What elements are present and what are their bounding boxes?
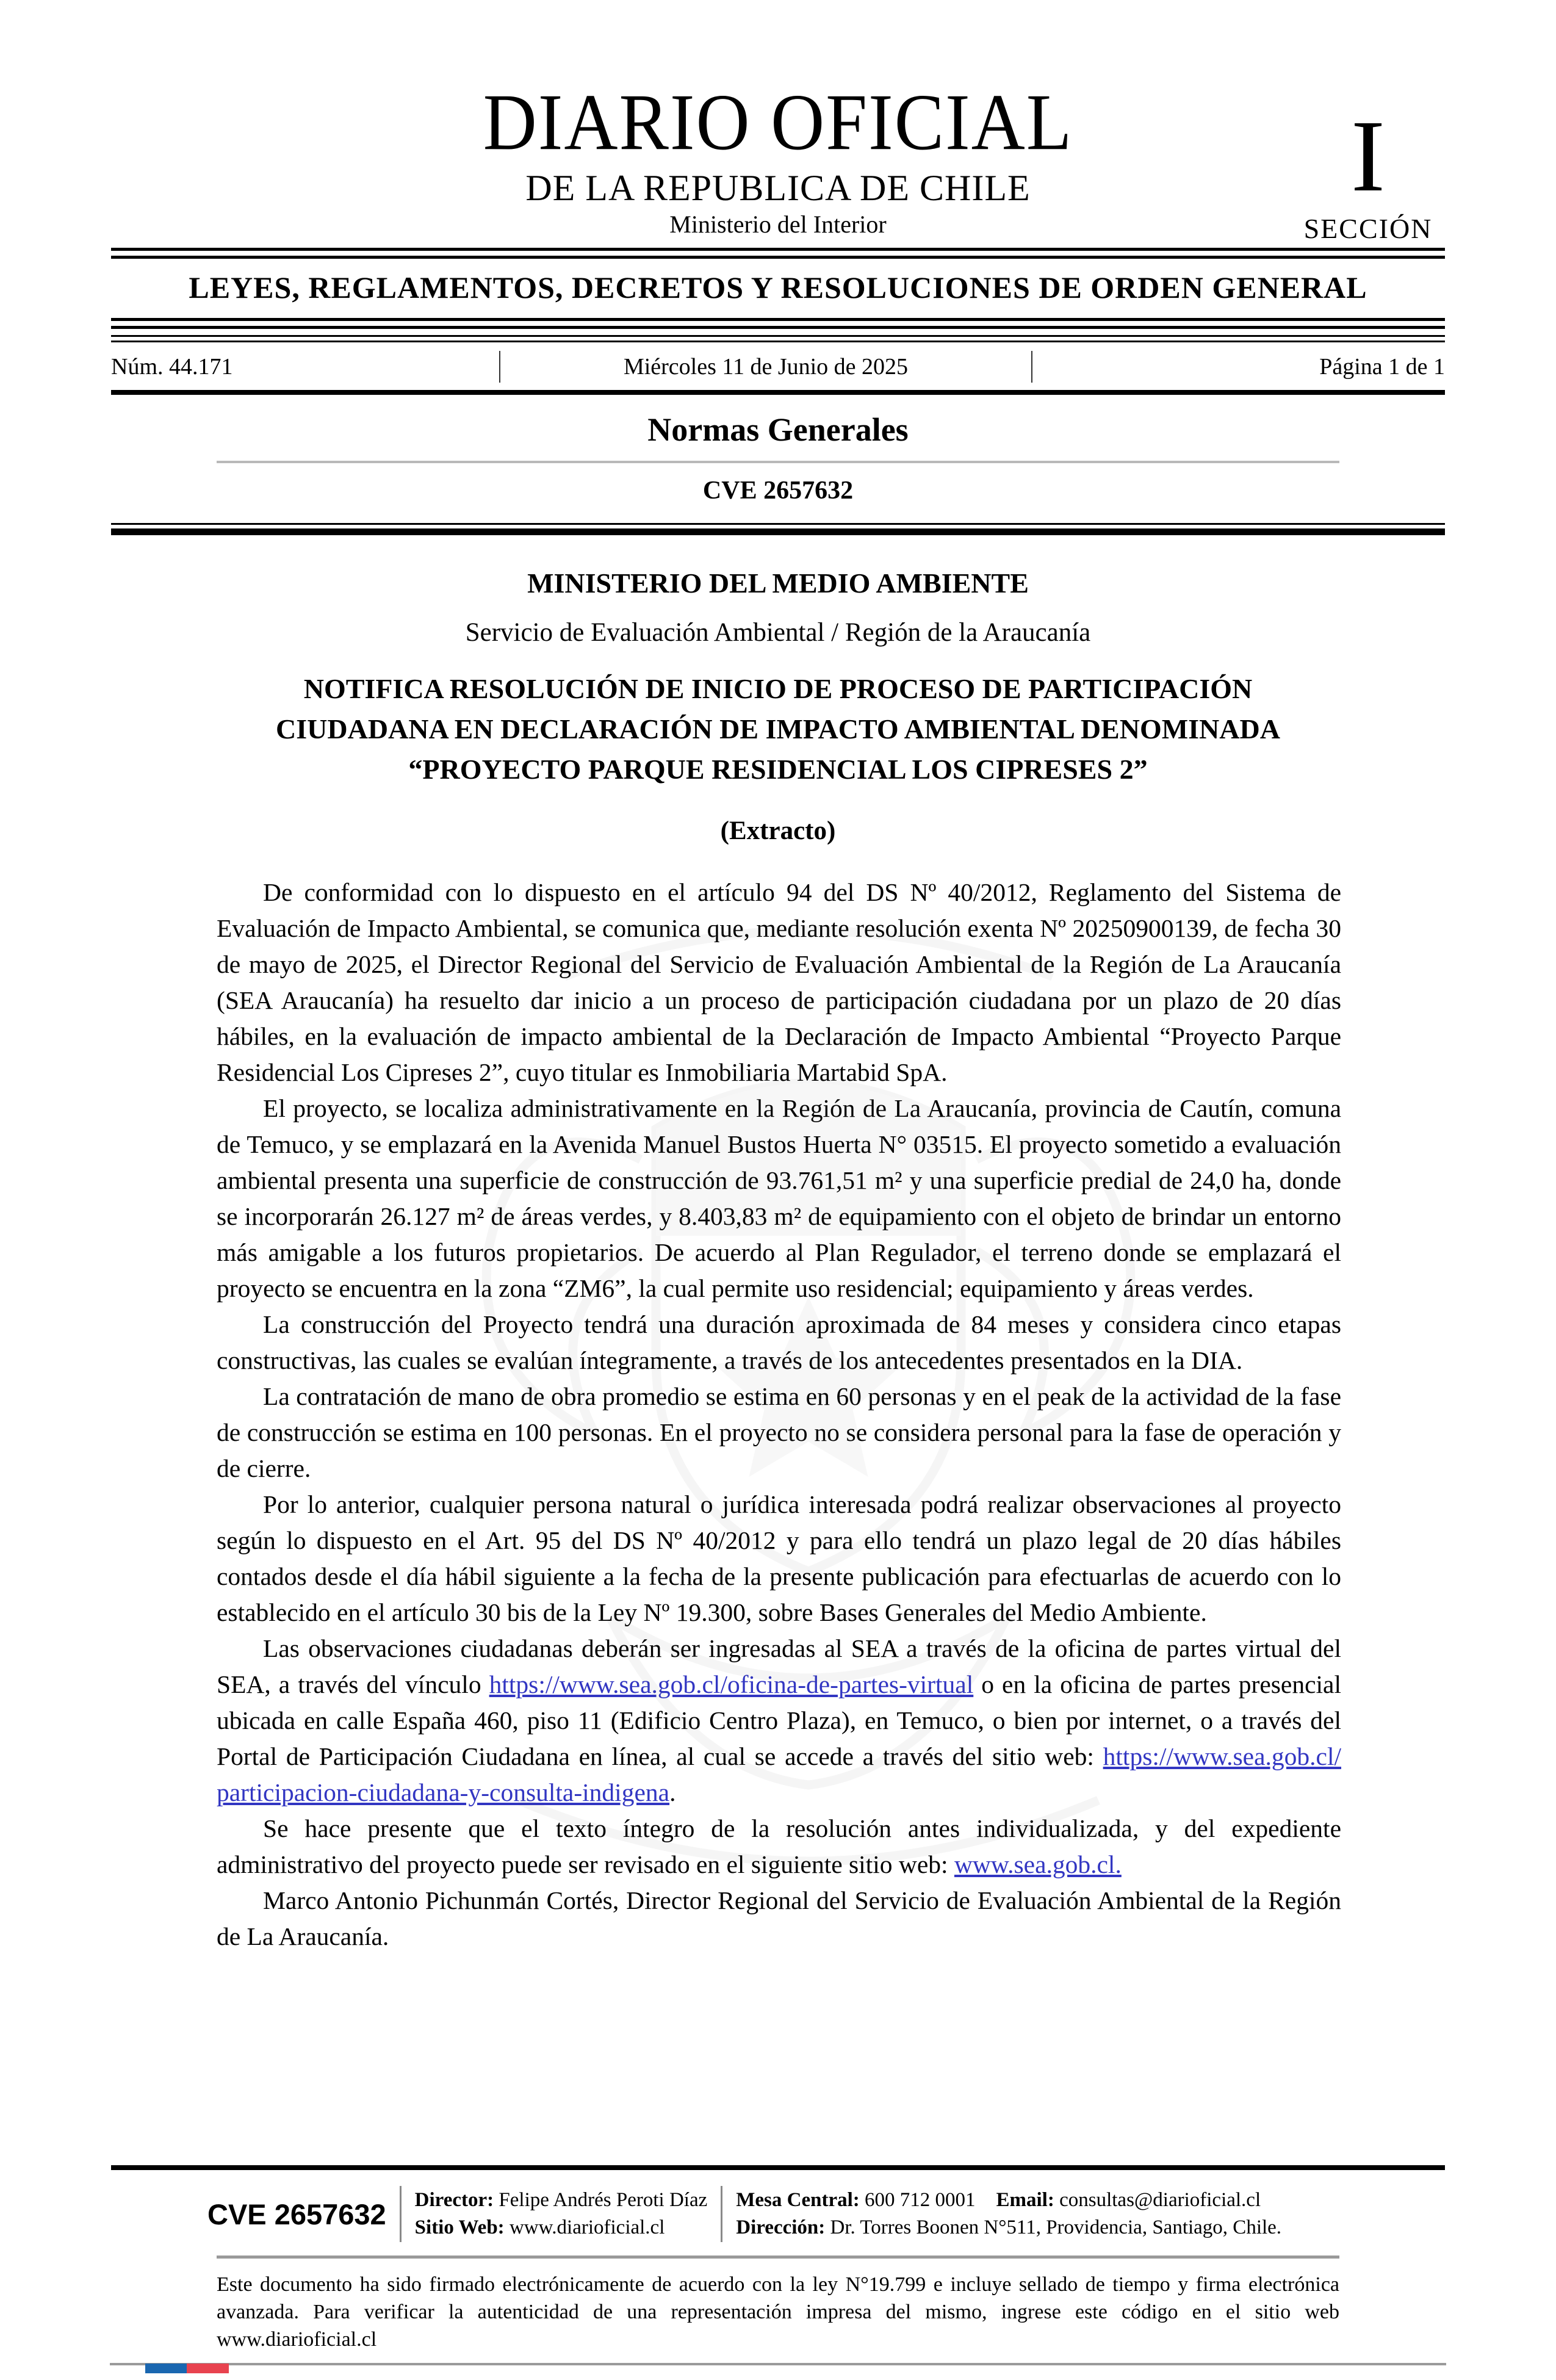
divider-rule	[111, 523, 1445, 525]
article-body	[217, 874, 1341, 1955]
oficina-de-partes-virtual-link[interactable]: https://www.sea.gob.cl/oficina-de-partes-virtual	[489, 1670, 974, 1698]
publication-title: DIARIO OFICIAL	[483, 78, 1073, 167]
extract-label: (Extracto)	[720, 817, 836, 845]
divider-rule	[111, 390, 1445, 395]
divider-rule	[111, 318, 1445, 321]
director-value: Felipe Andrés Peroti Díaz	[499, 2189, 708, 2211]
flag-blue-segment	[145, 2364, 187, 2373]
footer-director-line	[415, 2187, 708, 2214]
section-box	[1283, 99, 1453, 244]
issue-info-row	[111, 351, 1445, 383]
publication-ministry: Ministerio del Interior	[669, 211, 887, 238]
article-ministry-heading: MINISTERIO DEL MEDIO AMBIENTE	[527, 568, 1029, 599]
participacion-ciudadana-link[interactable]: https://www.sea.gob.cl/ participacion-ciudadana-y-consulta-indigena	[217, 1742, 1341, 1806]
email-value: consultas@diarioficial.cl	[1059, 2189, 1261, 2211]
paragraph-6-text-a: Las observaciones ciudadanas deberán ser ingresadas al SEA a través de la oficina de partes virtual del SEA, a través del vínculo	[217, 1634, 1341, 1698]
signature-paragraph: Marco Antonio Pichunmán Cortés, Director Regional del Servicio de Evaluación Ambiental de la Región de La Araucanía.	[217, 1886, 1341, 1950]
divider-rule	[111, 256, 1445, 259]
footer-top-rule	[111, 2165, 1445, 2170]
masthead	[0, 0, 1556, 244]
footer-address-line	[736, 2214, 1281, 2241]
divider-rule	[111, 326, 1445, 329]
banner-heading: LEYES, REGLAMENTOS, DECRETOS Y RESOLUCIONES DE ORDEN GENERAL	[189, 270, 1367, 305]
publication-subtitle: DE LA REPUBLICA DE CHILE	[525, 168, 1031, 208]
section-label: SECCIÓN	[1303, 213, 1433, 244]
section-heading: Normas Generales	[647, 411, 909, 448]
article-title	[183, 669, 1373, 790]
cve-heading: CVE 2657632	[702, 477, 854, 505]
address-label: Dirección:	[736, 2216, 830, 2238]
paragraph-3: La construcción del Proyecto tendrá una duración aproximada de 84 meses y considera cinco etapas constructivas, las cuales se evalúan íntegramente, a través de los antecedentes presentados en la DIA.	[217, 1310, 1341, 1374]
footer-contact-line	[736, 2187, 1281, 2214]
article-title-line2: CIUDADANA EN DECLARACIÓN DE IMPACTO AMBIENTAL DENOMINADA	[276, 713, 1280, 745]
article-service-line: Servicio de Evaluación Ambiental / Región de la Araucanía	[465, 618, 1091, 647]
sea-website-link[interactable]: www.sea.gob.cl.	[954, 1850, 1122, 1878]
divider-rule	[111, 528, 1445, 535]
paragraph-5: Por lo anterior, cualquier persona natural o jurídica interesada podrá realizar observaciones al proyecto según lo dispuesto en el Art. 95 del DS Nº 40/2012 y para ello tendrá un plazo legal de 20 días hábiles contados desde el día hábil siguiente a la fecha de la presente publicación para efectuarlas de acuerdo con lo establecido en el artículo 30 bis de la Ley Nº 19.300, sobre Bases Generales del Medio Ambiente.	[217, 1490, 1341, 1626]
footer-contact-column	[736, 2187, 1281, 2241]
divider-rule	[111, 341, 1445, 342]
paragraph-7-text: Se hace presente que el texto íntegro de la resolución antes individualizada, y del expediente administrativo del proyecto puede ser revisado en el siguiente sitio web:	[217, 1814, 1341, 1878]
email-label: Email:	[996, 2189, 1060, 2211]
footer-cve-code: CVE 2657632	[207, 2198, 386, 2230]
paragraph-6-text-c: .	[669, 1778, 676, 1806]
paragraph-1: De conformidad con lo dispuesto en el artículo 94 del DS Nº 40/2012, Reglamento del Sistema de Evaluación de Impacto Ambiental, se comunica que, mediante resolución exenta Nº 20250900139, de fecha 30 de mayo de 2025, el Director Regional del Servicio de Evaluación Ambiental de la Región de La Araucanía (SEA Araucanía) ha resuelto dar inicio a un proceso de participación ciudadana por un plazo de 20 días hábiles, en la evaluación de impacto ambiental de la Declaración de Impacto Ambiental “Proyecto Parque Residencial Los Cipreses 2”, cuyo titular es Inmobiliaria Martabid SpA.	[217, 878, 1341, 1086]
paragraph-6-text-b: o en la oficina de partes presencial ubicada en calle España 460, piso 11 (Edificio Centro Plaza), en Temuco, o bien por internet, o a través del Portal de Participación Ciudadana en línea, al cual se accede a través del sitio web:	[217, 1670, 1341, 1770]
chile-flag-mark	[145, 2364, 229, 2373]
divider-rule	[111, 248, 1445, 251]
website-value: www.diarioficial.cl	[509, 2216, 665, 2238]
footer-divider	[721, 2186, 722, 2242]
page-footer	[0, 2165, 1556, 2365]
footer-gray-rule	[217, 2256, 1339, 2259]
paragraph-4: La contratación de mano de obra promedio se estima en 60 personas y en el peak de la actividad de la fase de construcción se estima en 100 personas. En el proyecto no se considera personal para la fase de operación y de cierre.	[217, 1382, 1341, 1482]
website-label: Sitio Web:	[414, 2216, 510, 2238]
footer-info-grid	[207, 2186, 1342, 2242]
footer-divider	[400, 2186, 402, 2242]
director-label: Director:	[414, 2189, 499, 2211]
footer-director-column	[415, 2187, 708, 2241]
paragraph-2: El proyecto, se localiza administrativamente en la Región de La Araucanía, provincia de Cautín, comuna de Temuco, y se emplazará en la Avenida Manuel Bustos Huerta N° 03515. El proyecto sometido a evaluación ambiental presenta una superficie de construcción de 93.761,51 m² y una superficie predial de 24,0 ha, donde se incorporarán 26.127 m² de áreas verdes, y 8.403,83 m² de equipamiento con el objeto de brindar un entorno más amigable a los futuros propietarios. De acuerdo al Plan Regulador, el terreno donde se emplazará el proyecto se encuentra en la zona “ZM6”, la cual permite uso residencial; equipamiento y áreas verdes.	[217, 1094, 1341, 1302]
section-numeral: I	[1351, 99, 1385, 213]
mesa-central-value: 600 712 0001	[865, 2189, 976, 2211]
paragraph-7	[217, 1811, 1341, 1883]
footer-fineprint: Este documento ha sido firmado electrónicamente de acuerdo con la ley N°19.799 e incluye sellado de tiempo y firma electrónica avanzada. Para verificar la autenticidad de una representación impresa del mismo, ingrese este código en el sitio web www.diarioficial.cl	[217, 2273, 1339, 2351]
address-value: Dr. Torres Boonen N°511, Providencia, Santiago, Chile.	[830, 2216, 1282, 2238]
article-title-line3: “PROYECTO PARQUE RESIDENCIAL LOS CIPRESES 2”	[408, 754, 1148, 785]
article-title-line1: NOTIFICA RESOLUCIÓN DE INICIO DE PROCESO DE PARTICIPACIÓN	[303, 673, 1253, 704]
issue-number: Núm. 44.171	[111, 354, 233, 380]
mesa-central-label: Mesa Central:	[736, 2189, 865, 2211]
flag-red-segment	[187, 2364, 229, 2373]
paragraph-6	[217, 1631, 1341, 1811]
footer-website-line	[415, 2214, 708, 2241]
divider-rule-gray	[217, 461, 1339, 463]
page-indicator: Página 1 de 1	[1319, 354, 1445, 380]
divider-rule	[111, 335, 1445, 337]
issue-date: Miércoles 11 de Junio de 2025	[499, 351, 1032, 383]
footer-bottom-rule	[110, 2363, 1446, 2365]
